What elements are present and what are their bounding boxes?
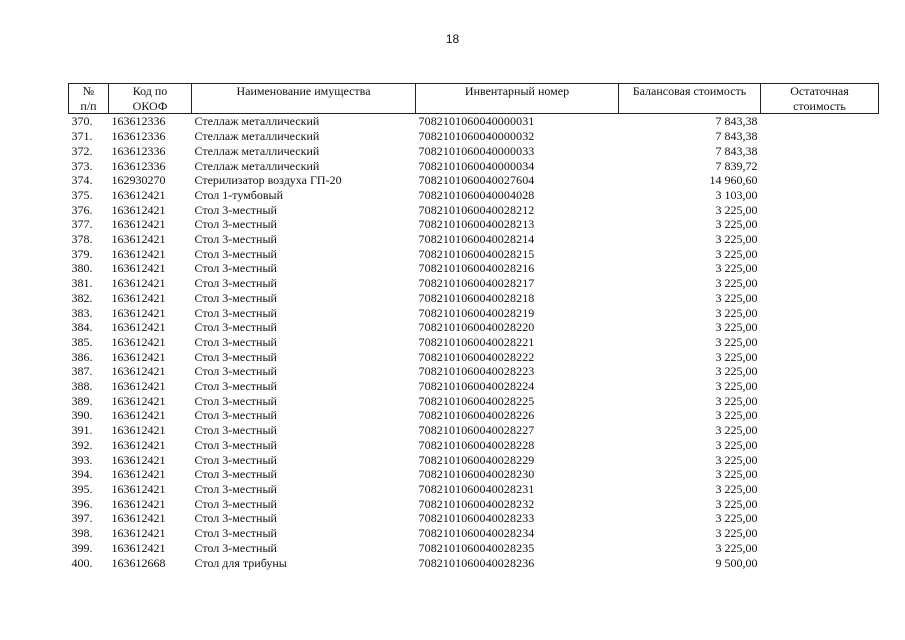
residual-value [761,173,879,188]
balance-value: 7 843,38 [715,114,758,129]
header-residual [761,84,879,114]
okof-code: 163612421 [111,452,166,467]
header-num [69,84,109,114]
balance-value: 3 225,00 [715,349,758,364]
table-row [69,188,879,203]
item-name: Стол для трибуны [194,555,287,570]
item-name: Стол 3-местный [194,202,277,217]
item-name: Стол 3-местный [194,261,277,276]
table-row [69,556,879,571]
residual-value [761,188,879,203]
inventory-number: 7082101060040027604 [418,173,535,188]
table-row [69,129,879,144]
residual-value [761,526,879,541]
row-number: 387. [71,364,93,379]
inventory-number: 7082101060040028224 [418,379,535,394]
inventory-number: 7082101060040028233 [418,511,535,526]
okof-code: 163612421 [111,481,166,496]
row-number: 383. [71,305,93,320]
item-name: Стол 3-местный [194,467,277,482]
row-number: 375. [71,187,93,202]
row-number: 399. [71,540,93,555]
item-name: Стол 3-местный [194,452,277,467]
balance-value: 7 839,72 [715,158,758,173]
balance-value: 3 225,00 [715,305,758,320]
table-row [69,320,879,335]
row-number: 371. [71,129,93,144]
item-name: Стол 3-местный [194,320,277,335]
inventory-number: 7082101060040028217 [418,276,535,291]
item-name: Стол 3-местный [194,481,277,496]
inventory-number: 7082101060040028231 [418,481,535,496]
inventory-number: 7082101060040028228 [418,437,535,452]
header-num-line2: п/п [80,98,97,113]
okof-code: 163612421 [111,393,166,408]
item-name: Стол 3-местный [194,437,277,452]
row-number: 379. [71,246,93,261]
table-row [69,144,879,159]
balance-value: 3 225,00 [715,320,758,335]
table-row [69,350,879,365]
balance-value: 3 225,00 [715,217,758,232]
table-row [69,261,879,276]
row-number: 393. [71,452,93,467]
okof-code: 163612421 [111,379,166,394]
residual-value [761,291,879,306]
row-number: 385. [71,334,93,349]
residual-value [761,320,879,335]
okof-code: 163612668 [111,555,166,570]
row-number: 397. [71,511,93,526]
item-name: Стол 3-местный [194,364,277,379]
residual-value [761,232,879,247]
balance-value: 3 225,00 [715,334,758,349]
row-number: 373. [71,158,93,173]
inventory-number: 7082101060040000033 [418,143,535,158]
balance-value: 3 225,00 [715,261,758,276]
item-name: Стол 3-местный [194,232,277,247]
balance-value: 3 225,00 [715,423,758,438]
okof-code: 163612421 [111,423,166,438]
okof-code: 163612421 [111,246,166,261]
row-number: 382. [71,290,93,305]
inventory-number: 7082101060040028218 [418,290,535,305]
item-name: Стол 3-местный [194,496,277,511]
okof-code: 163612336 [111,143,166,158]
balance-value: 3 225,00 [715,408,758,423]
residual-value [761,129,879,144]
okof-code: 163612421 [111,232,166,247]
inventory-number: 7082101060040028223 [418,364,535,379]
balance-value: 3 225,00 [715,276,758,291]
table-row [69,232,879,247]
row-number: 372. [71,143,93,158]
header-code [109,84,192,114]
row-number: 380. [71,261,93,276]
item-name: Стерилизатор воздуха ГП-20 [194,173,342,188]
inventory-number: 7082101060040004028 [418,187,535,202]
table-row [69,408,879,423]
row-number: 391. [71,423,93,438]
row-number: 377. [71,217,93,232]
balance-value: 3 225,00 [715,481,758,496]
header-balance: Балансовая стоимость [619,84,761,114]
inventory-number: 7082101060040028212 [418,202,535,217]
item-name: Стол 3-местный [194,334,277,349]
table-row [69,453,879,468]
balance-value: 7 843,38 [715,129,758,144]
row-number: 386. [71,349,93,364]
inventory-table [68,83,879,570]
residual-value [761,379,879,394]
item-name: Стол 3-местный [194,305,277,320]
item-name: Стол 3-местный [194,408,277,423]
residual-value [761,159,879,174]
residual-value [761,261,879,276]
balance-value: 3 225,00 [715,393,758,408]
inventory-number: 7082101060040028225 [418,393,535,408]
okof-code: 163612421 [111,349,166,364]
inventory-number: 7082101060040028215 [418,246,535,261]
table-row [69,438,879,453]
residual-value [761,511,879,526]
residual-value [761,453,879,468]
row-number: 398. [71,526,93,541]
table-row [69,203,879,218]
item-name: Стол 3-местный [194,511,277,526]
residual-value [761,438,879,453]
table-row [69,526,879,541]
item-name: Стол 3-местный [194,217,277,232]
inventory-number: 7082101060040028220 [418,320,535,335]
table-row [69,306,879,321]
header-num-line1: № [82,84,95,98]
item-name: Стеллаж металлический [194,158,320,173]
residual-value [761,350,879,365]
row-number: 378. [71,232,93,247]
row-number: 389. [71,393,93,408]
inventory-number: 7082101060040000031 [418,114,535,129]
table-row [69,247,879,262]
residual-value [761,306,879,321]
residual-value [761,556,879,571]
balance-value: 3 225,00 [715,452,758,467]
item-name: Стол 3-местный [194,276,277,291]
item-name: Стол 3-местный [194,526,277,541]
header-name: Наименование имущества [192,84,416,114]
okof-code: 162930270 [111,173,166,188]
row-number: 400. [71,555,93,570]
balance-value: 3 225,00 [715,202,758,217]
balance-value: 3 225,00 [715,246,758,261]
table-row [69,276,879,291]
residual-value [761,394,879,409]
balance-value: 3 225,00 [715,467,758,482]
table-body [69,114,879,570]
table-row [69,114,879,129]
row-number: 392. [71,437,93,452]
okof-code: 163612336 [111,158,166,173]
residual-value [761,335,879,350]
okof-code: 163612421 [111,276,166,291]
okof-code: 163612421 [111,437,166,452]
okof-code: 163612421 [111,217,166,232]
table-row [69,173,879,188]
item-name: Стеллаж металлический [194,114,320,129]
inventory-number: 7082101060040028227 [418,423,535,438]
okof-code: 163612421 [111,526,166,541]
table-row [69,364,879,379]
okof-code: 163612421 [111,540,166,555]
row-number: 370. [71,114,93,129]
header-residual-line2: стоимость [793,98,846,113]
item-name: Стол 3-местный [194,349,277,364]
row-number: 384. [71,320,93,335]
okof-code: 163612421 [111,511,166,526]
inventory-number: 7082101060040028222 [418,349,535,364]
okof-code: 163612421 [111,364,166,379]
item-name: Стеллаж металлический [194,129,320,144]
item-name: Стол 1-тумбовый [194,187,284,202]
table-row [69,541,879,556]
header-code-line1: Код по [132,84,168,98]
inventory-number: 7082101060040028214 [418,232,535,247]
inventory-number: 7082101060040028229 [418,452,535,467]
okof-code: 163612421 [111,320,166,335]
residual-value [761,276,879,291]
balance-value: 7 843,38 [715,143,758,158]
row-number: 388. [71,379,93,394]
balance-value: 3 225,00 [715,290,758,305]
item-name: Стеллаж металлический [194,143,320,158]
table-row [69,511,879,526]
inventory-number: 7082101060040028236 [418,555,535,570]
inventory-number: 7082101060040028230 [418,467,535,482]
table-row [69,335,879,350]
balance-value: 3 103,00 [715,187,758,202]
inventory-number: 7082101060040028216 [418,261,535,276]
inventory-number: 7082101060040028235 [418,540,535,555]
inventory-number: 7082101060040028234 [418,526,535,541]
residual-value [761,423,879,438]
inventory-number: 7082101060040028226 [418,408,535,423]
inventory-number: 7082101060040000032 [418,129,535,144]
okof-code: 163612421 [111,408,166,423]
header-code-line2: ОКОФ [132,98,168,113]
page-number: 18 [445,32,460,46]
okof-code: 163612336 [111,129,166,144]
item-name: Стол 3-местный [194,540,277,555]
balance-value: 3 225,00 [715,364,758,379]
item-name: Стол 3-местный [194,290,277,305]
item-name: Стол 3-местный [194,246,277,261]
table-row [69,217,879,232]
item-name: Стол 3-местный [194,423,277,438]
table-row [69,497,879,512]
okof-code: 163612336 [111,114,166,129]
residual-value [761,541,879,556]
item-name: Стол 3-местный [194,379,277,394]
balance-value: 3 225,00 [715,511,758,526]
residual-value [761,364,879,379]
row-number: 396. [71,496,93,511]
residual-value [761,467,879,482]
inventory-number: 7082101060040028213 [418,217,535,232]
okof-code: 163612421 [111,202,166,217]
okof-code: 163612421 [111,187,166,202]
okof-code: 163612421 [111,290,166,305]
residual-value [761,408,879,423]
header-residual-line1: Остаточная [790,84,849,98]
okof-code: 163612421 [111,305,166,320]
inventory-number: 7082101060040028221 [418,334,535,349]
balance-value: 3 225,00 [715,540,758,555]
table-row [69,159,879,174]
balance-value: 3 225,00 [715,437,758,452]
table-row [69,394,879,409]
table-row [69,467,879,482]
residual-value [761,217,879,232]
inventory-number: 7082101060040028219 [418,305,535,320]
residual-value [761,247,879,262]
residual-value [761,203,879,218]
okof-code: 163612421 [111,467,166,482]
table-row [69,423,879,438]
row-number: 376. [71,202,93,217]
row-number: 395. [71,481,93,496]
okof-code: 163612421 [111,334,166,349]
okof-code: 163612421 [111,261,166,276]
residual-value [761,482,879,497]
balance-value: 3 225,00 [715,526,758,541]
okof-code: 163612421 [111,496,166,511]
table-row [69,379,879,394]
header-inventory: Инвентарный номер [416,84,619,114]
residual-value [761,144,879,159]
row-number: 390. [71,408,93,423]
row-number: 381. [71,276,93,291]
inventory-number: 7082101060040000034 [418,158,535,173]
residual-value [761,497,879,512]
row-number: 374. [71,173,93,188]
residual-value [761,114,879,129]
table-header [69,84,879,114]
balance-value: 3 225,00 [715,496,758,511]
item-name: Стол 3-местный [194,393,277,408]
balance-value: 9 500,00 [715,555,758,570]
row-number: 394. [71,467,93,482]
balance-value: 14 960,60 [709,173,758,188]
balance-value: 3 225,00 [715,232,758,247]
table-row [69,291,879,306]
inventory-number: 7082101060040028232 [418,496,535,511]
balance-value: 3 225,00 [715,379,758,394]
table-row [69,482,879,497]
